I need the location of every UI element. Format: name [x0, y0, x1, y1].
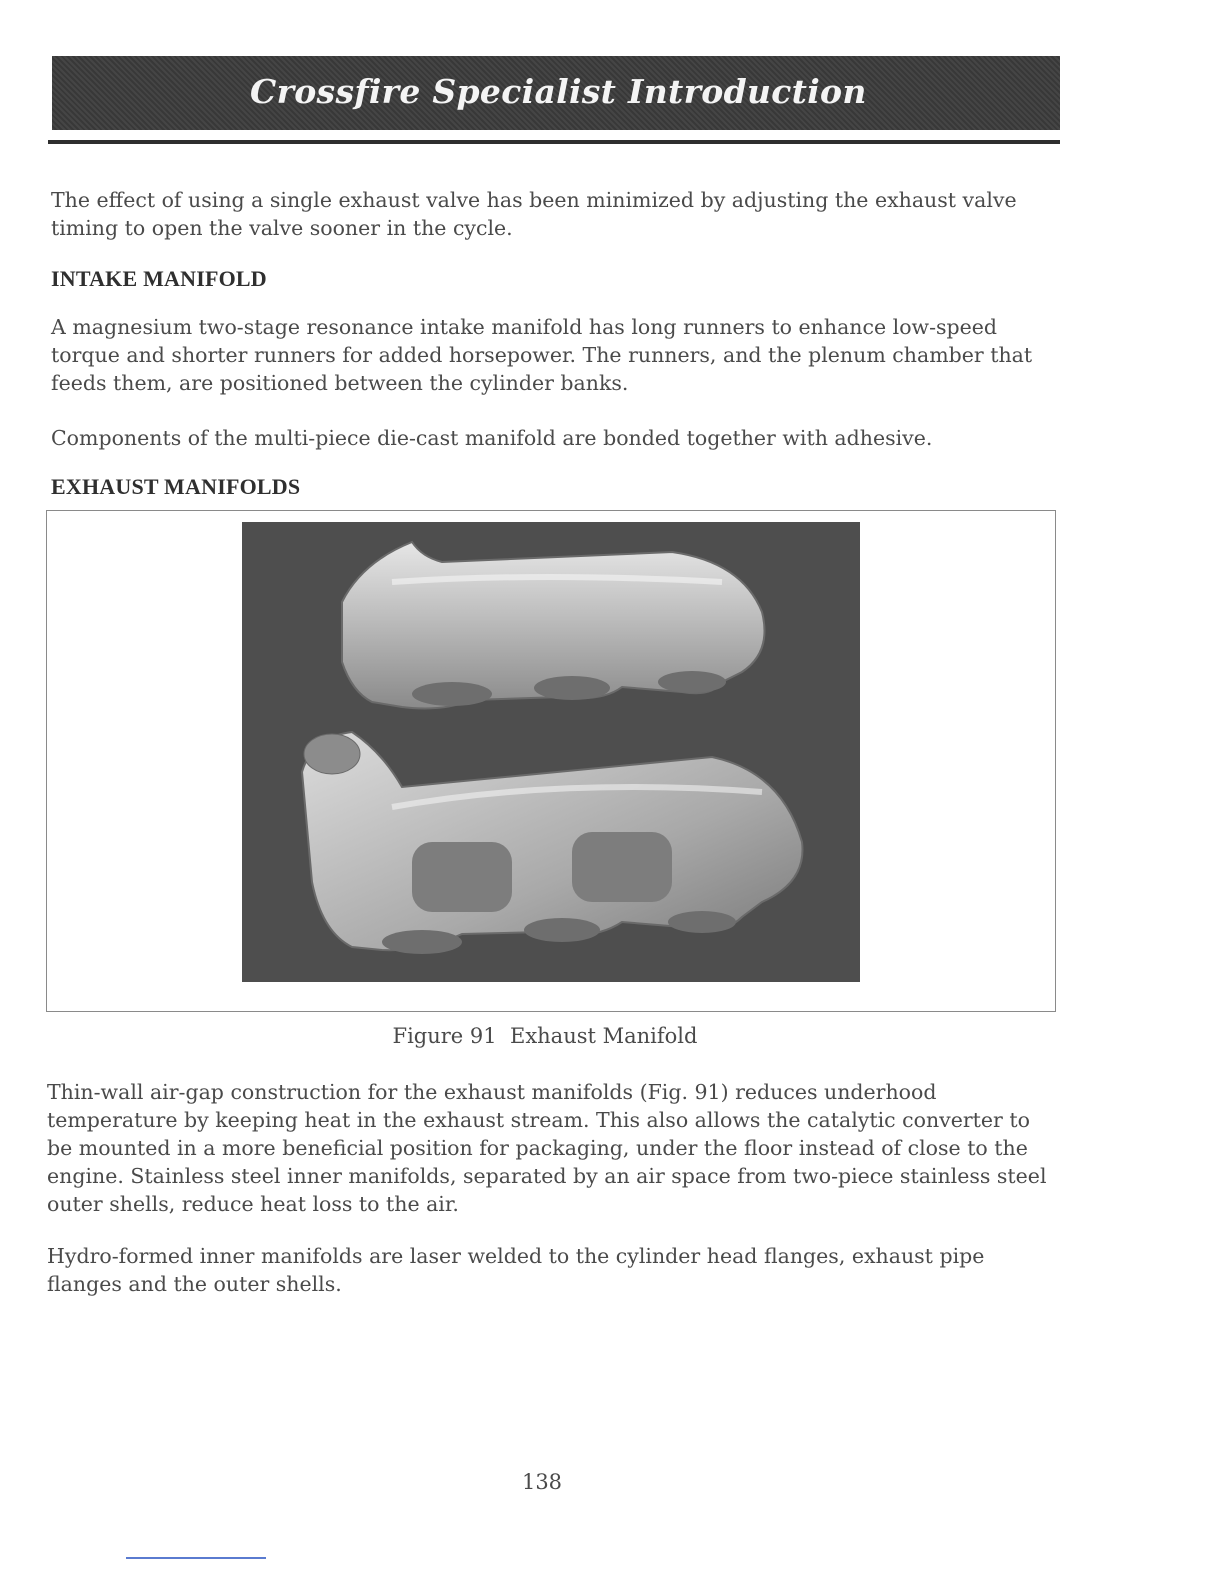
footer-divider	[126, 1557, 266, 1559]
paragraph-hydroformed: Hydro-formed inner manifolds are laser welded to the cylinder head flanges, exhaust pipe flanges and the outer shells.	[47, 1244, 985, 1296]
heading-intake-manifold: INTAKE MANIFOLD	[51, 266, 267, 291]
paragraph-exhaust-description: Thin-wall air-gap construction for the exhaust manifolds (Fig. 91) reduces underhood temperature by keeping heat in the exhaust stream. This also allows the catalytic converter to be mounted in a more beneficial position for packaging, under the floor instead of close to the engine. Stainless steel inner manifolds, separated by an air space from two-piece stainless steel outer shells, reduce heat loss to the air.	[47, 1080, 1047, 1216]
exhaust-manifold-photo	[242, 522, 860, 982]
exhaust-manifold-illustration	[242, 522, 860, 982]
paragraph-exhaust-valve: The effect of using a single exhaust valve has been minimized by adjusting the exhaust valve timing to open the valve sooner in the cycle.	[51, 188, 1017, 240]
paragraph-intake-description: A magnesium two-stage resonance intake manifold has long runners to enhance low-speed torque and shorter runners for added horsepower. The runners, and the plenum chamber that feeds them, are positioned between the cylinder banks.	[51, 315, 1033, 395]
paragraph-intake-components: Components of the multi-piece die-cast manifold are bonded together with adhesive.	[51, 426, 933, 450]
page-title: Crossfire Specialist Introduction	[250, 72, 867, 111]
page-number: 138	[521, 1470, 563, 1494]
heading-exhaust-manifolds: EXHAUST MANIFOLDS	[51, 474, 301, 499]
page-header-banner	[52, 56, 1060, 130]
header-divider	[48, 140, 1060, 144]
figure-caption: Figure 91 Exhaust Manifold	[392, 1024, 698, 1048]
